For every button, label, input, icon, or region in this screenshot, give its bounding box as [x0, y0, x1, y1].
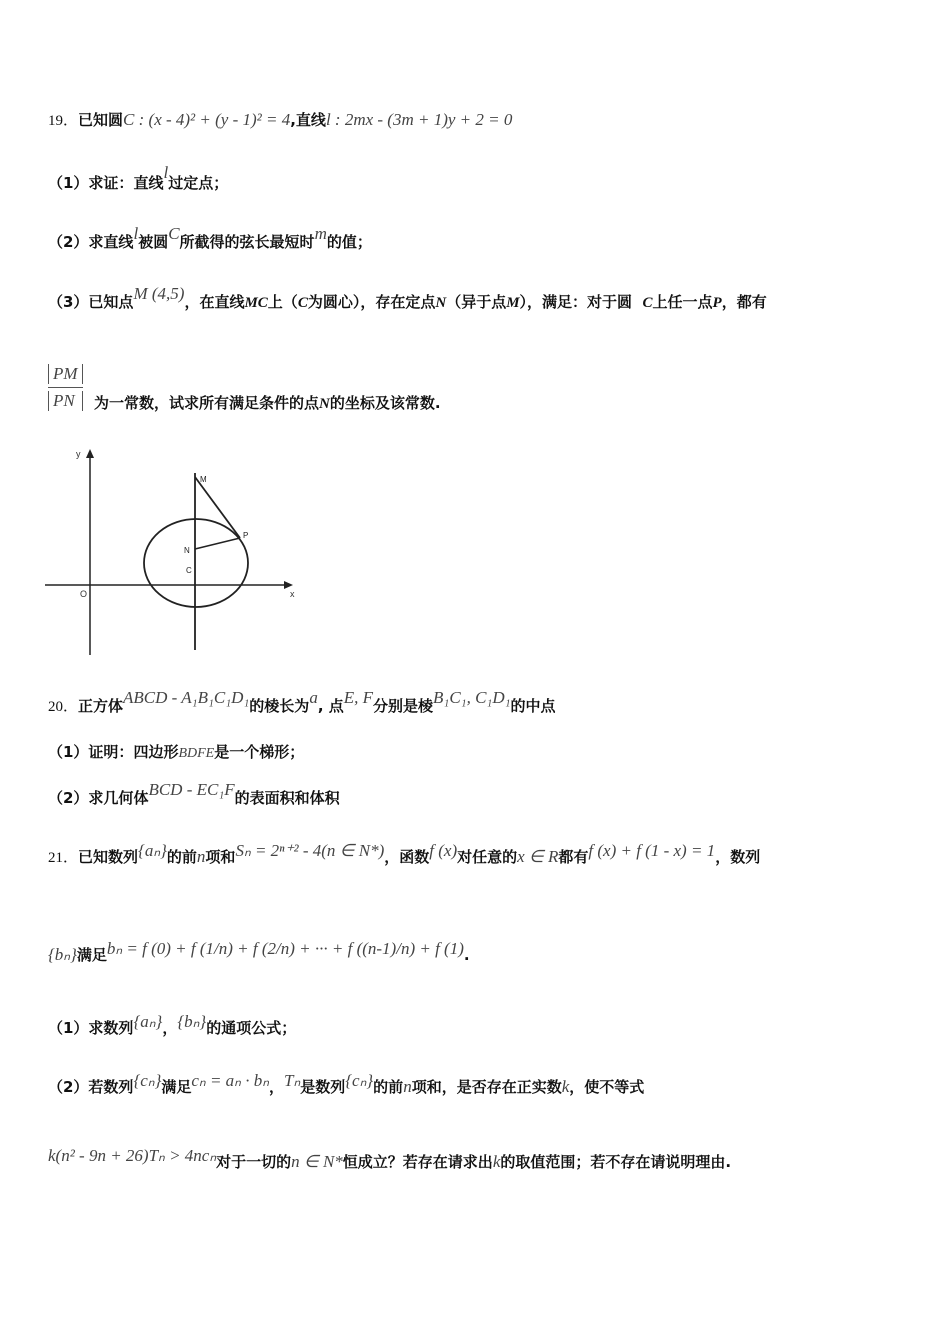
- x-axis-arrow: [284, 581, 293, 589]
- x-axis-label: x: [290, 589, 295, 599]
- point-n-label: N: [184, 546, 190, 555]
- q21-part1: （1）求数列{aₙ}，{bₙ}的通项公式；: [48, 1012, 297, 1037]
- circle-c: [144, 519, 248, 607]
- q19-stem: 19．已知圆C : (x - 4)² + (y - 1)² = 4,直线l : 2mx - (3m + 1)y + 2 = 0: [48, 110, 513, 129]
- point-c-label: C: [186, 566, 192, 575]
- segment-np: [195, 538, 240, 549]
- q20-stem: 20．正方体ABCD - A₁B₁C₁D₁的棱长为a, 点E, F分别是棱B₁C₁, C₁D₁的中点: [48, 688, 556, 715]
- y-axis-label: y: [76, 449, 81, 459]
- sn-formula: Sₙ = 2ⁿ⁺² - 4(n ∈ N*): [235, 841, 385, 860]
- q21-stem: 21．已知数列{aₙ}的前n项和Sₙ = 2ⁿ⁺² - 4(n ∈ N*)，函数f (x)对任意的x ∈ R都有f (x) + f (1 - x) = 1，数列: [48, 841, 761, 866]
- q21-bn-definition: {bₙ}满足bₙ = f (0) + f (1/n) + f (2/n) + ··· + f ((n-1)/n) + f (1).: [48, 939, 470, 964]
- origin-label: O: [80, 589, 88, 599]
- q21-part2: （2）若数列{cₙ}满足cₙ = aₙ · bₙ，Tₙ是数列{cₙ}的前n项和，是否存在正实数k，使不等式: [48, 1071, 645, 1096]
- q21-inequality: k(n² - 9n + 26)Tₙ > 4ncₙ对于一切的n ∈ N*恒成立？若存在请求出k的取值范围；若不存在请说明理由.: [48, 1146, 732, 1171]
- question-number: 21．: [48, 850, 79, 866]
- q19-figure: [40, 445, 310, 660]
- q20-part2: （2）求几何体BCD - EC₁F的表面积和体积: [48, 780, 340, 807]
- cube-name: ABCD - A₁B₁C₁D₁: [123, 688, 250, 707]
- question-number: 19．: [48, 113, 79, 129]
- line-equation: l : 2mx - (3m + 1)y + 2 = 0: [325, 110, 513, 129]
- y-axis-arrow: [86, 449, 94, 458]
- bn-formula: bₙ = f (0) + f (1/n) + f (2/n) + ··· + f ((n-1)/n) + f (1): [106, 939, 464, 958]
- fraction-numerator: PM: [48, 364, 83, 384]
- question-number: 20．: [48, 699, 79, 715]
- q19-part3: （3）已知点M (4,5)，在直线MC上（C为圆心），存在定点N（异于点M），满足：对于圆 C上任一点P，都有: [48, 284, 767, 311]
- q19-ratio-text: 为一常数，试求所有满足条件的点N的坐标及该常数.: [94, 394, 441, 412]
- point-m-label: M: [200, 475, 207, 484]
- inequality-formula: k(n² - 9n + 26)Tₙ > 4ncₙ: [48, 1146, 217, 1165]
- q19-part2: （2）求直线l被圆C所截得的弦长最短时m的值；: [48, 224, 372, 251]
- fraction-denominator: PN: [48, 391, 83, 411]
- q19-part1: （1）求证：直线l过定点；: [48, 163, 229, 192]
- q20-part1: （1）证明：四边形BDFE是一个梯形；: [48, 743, 305, 761]
- fraction-bar: [48, 387, 83, 388]
- point-p-label: P: [243, 531, 249, 540]
- point-m: M (4,5): [133, 284, 185, 303]
- circle-equation: C : (x - 4)² + (y - 1)² = 4: [123, 110, 291, 129]
- ratio-fraction: [48, 364, 83, 411]
- segment-mp: [195, 477, 240, 538]
